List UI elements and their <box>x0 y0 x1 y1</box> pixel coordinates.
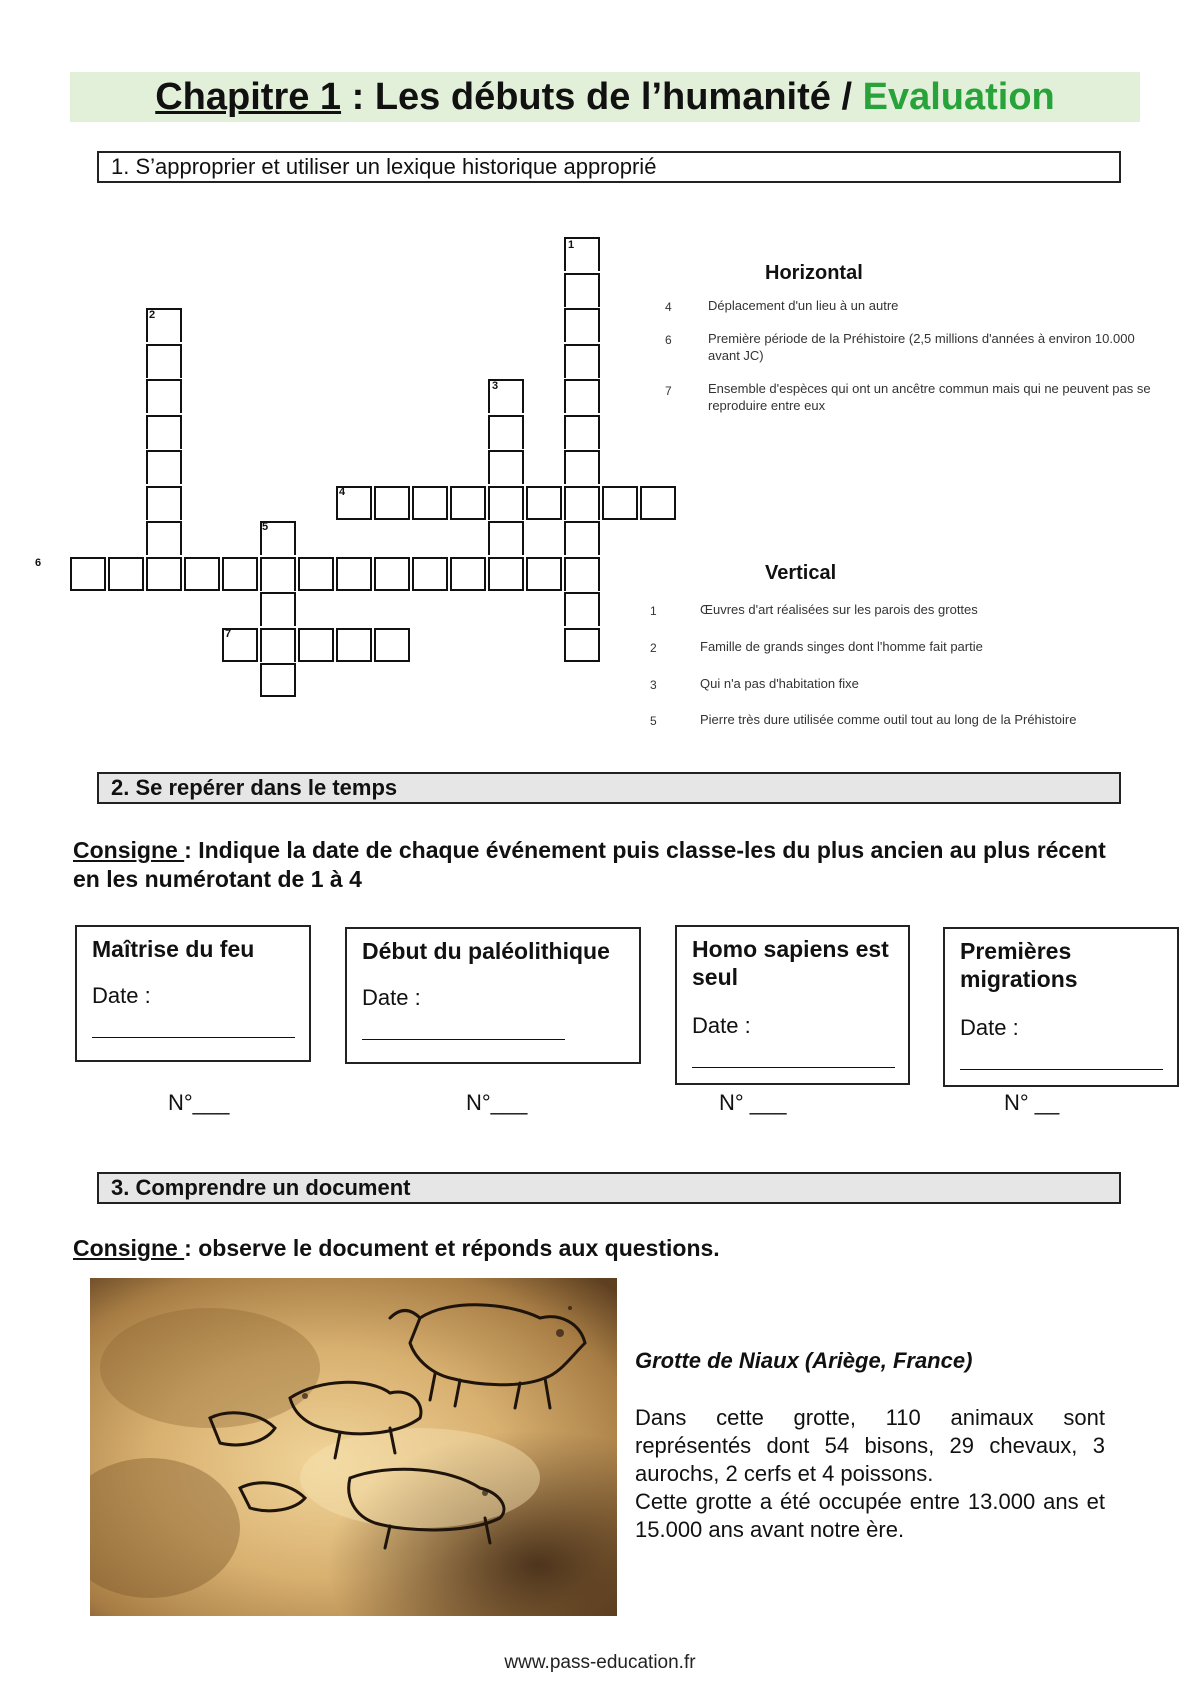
crossword-cell[interactable] <box>146 344 182 378</box>
event-box-homo-sapiens <box>675 925 910 1085</box>
title-rest: : Les débuts de l’humanité / <box>341 76 863 118</box>
section2-header: 2. Se repérer dans le temps <box>97 772 1121 804</box>
date-answer-line[interactable] <box>362 1039 565 1040</box>
vertical-clue-num: 2 <box>650 641 657 655</box>
crossword-cell[interactable] <box>374 486 410 520</box>
consigne-label: Consigne <box>73 1235 185 1261</box>
crossword-cell[interactable] <box>108 557 144 591</box>
crossword-cell[interactable] <box>146 308 182 342</box>
horizontal-clue-num: 7 <box>665 384 672 398</box>
crossword-cell[interactable] <box>260 592 296 626</box>
crossword-cell[interactable] <box>488 557 524 591</box>
vertical-clue-num: 5 <box>650 714 657 728</box>
vertical-heading: Vertical <box>765 562 837 584</box>
crossword-cell[interactable] <box>564 592 600 626</box>
crossword <box>0 0 1200 760</box>
crossword-cell[interactable] <box>526 486 562 520</box>
crossword-cell[interactable] <box>336 557 372 591</box>
crossword-cell[interactable] <box>298 557 334 591</box>
event-order-number[interactable]: N°___ <box>466 1090 528 1115</box>
crossword-cell[interactable] <box>146 415 182 449</box>
crossword-cell[interactable] <box>260 628 296 662</box>
crossword-cell[interactable] <box>260 557 296 591</box>
event-title: Maîtrise du feu <box>92 936 255 962</box>
crossword-cell[interactable] <box>336 486 372 520</box>
cave-painting-image <box>90 1278 617 1616</box>
crossword-number-1: 1 <box>568 239 575 251</box>
crossword-cell[interactable] <box>70 557 106 591</box>
crossword-cell[interactable] <box>488 415 524 449</box>
event-title: Homo sapiens est seul <box>692 936 889 990</box>
crossword-cell[interactable] <box>640 486 676 520</box>
section3-header: 3. Comprendre un document <box>97 1172 1121 1204</box>
vertical-clue: Pierre très dure utilisée comme outil tout au long de la Préhistoire <box>700 712 1077 727</box>
document-title: Grotte de Niaux (Ariège, France) <box>635 1348 973 1373</box>
document-paragraph: Dans cette grotte, 110 animaux sont représentés dont 54 bisons, 29 chevaux, 3 aurochs, 2 cerfs et 4 poissons. <box>635 1405 1105 1486</box>
crossword-cell[interactable] <box>146 379 182 413</box>
crossword-cell[interactable] <box>564 557 600 591</box>
crossword-number-7: 7 <box>225 628 232 640</box>
vertical-clue-num: 3 <box>650 678 657 692</box>
date-answer-line[interactable] <box>692 1067 895 1068</box>
event-order-number[interactable]: N°___ <box>168 1090 230 1115</box>
date-answer-line[interactable] <box>92 1037 295 1038</box>
crossword-cell[interactable] <box>222 557 258 591</box>
event-box-migrations <box>943 927 1179 1087</box>
horizontal-clue: Déplacement d'un lieu à un autre <box>708 298 899 313</box>
vertical-clue-num: 1 <box>650 604 657 618</box>
crossword-cell[interactable] <box>488 450 524 484</box>
crossword-cell[interactable] <box>374 557 410 591</box>
crossword-cell[interactable] <box>564 450 600 484</box>
crossword-cell[interactable] <box>488 379 524 413</box>
crossword-cell[interactable] <box>564 415 600 449</box>
document-paragraph: Cette grotte a été occupée entre 13.000 ans et 15.000 ans avant notre ère. <box>635 1489 1105 1542</box>
event-date-label: Date : <box>92 983 151 1008</box>
horizontal-clue-num: 6 <box>665 333 672 347</box>
crossword-cell[interactable] <box>564 628 600 662</box>
crossword-cell[interactable] <box>146 450 182 484</box>
consigne-text: : Indique la date de chaque événement puis classe-les du plus ancien au plus récent en les numérotant de 1 à 4 <box>73 837 1106 892</box>
crossword-cell[interactable] <box>450 557 486 591</box>
vertical-clue: Qui n'a pas d'habitation fixe <box>700 676 859 691</box>
crossword-cell[interactable] <box>146 521 182 555</box>
crossword-cell[interactable] <box>412 557 448 591</box>
crossword-cell[interactable] <box>260 521 296 555</box>
event-box-paleolithique <box>345 927 641 1064</box>
event-box-feu <box>75 925 311 1062</box>
section1-header: 1. S’approprier et utiliser un lexique historique approprié <box>97 151 1121 183</box>
consigne-text: : observe le document et réponds aux questions. <box>184 1235 720 1261</box>
event-order-number[interactable]: N° ___ <box>719 1090 787 1115</box>
horizontal-heading: Horizontal <box>765 262 863 284</box>
crossword-number-4: 4 <box>339 486 346 498</box>
event-title: Début du paléolithique <box>362 938 610 964</box>
crossword-cell[interactable] <box>602 486 638 520</box>
crossword-cell[interactable] <box>564 379 600 413</box>
horizontal-clue: Première période de la Préhistoire (2,5 millions d'années à environ 10.000 avant JC) <box>708 331 1135 363</box>
title-chapter: Chapitre 1 <box>155 76 342 118</box>
crossword-cell[interactable] <box>260 663 296 697</box>
crossword-cell[interactable] <box>146 557 182 591</box>
section2-consigne <box>73 836 1133 894</box>
crossword-number-6: 6 <box>35 557 42 569</box>
crossword-cell[interactable] <box>564 237 600 271</box>
crossword-cell[interactable] <box>564 344 600 378</box>
crossword-cell[interactable] <box>488 486 524 520</box>
crossword-cell[interactable] <box>412 486 448 520</box>
crossword-cell[interactable] <box>374 628 410 662</box>
crossword-cell[interactable] <box>184 557 220 591</box>
crossword-cell[interactable] <box>336 628 372 662</box>
crossword-cell[interactable] <box>564 273 600 307</box>
title-evaluation: Evaluation <box>862 76 1055 118</box>
crossword-cell[interactable] <box>564 308 600 342</box>
vertical-clue: Famille de grands singes dont l'homme fait partie <box>700 639 983 654</box>
crossword-cell[interactable] <box>298 628 334 662</box>
horizontal-clue-num: 4 <box>665 300 672 314</box>
event-title: Premières migrations <box>960 938 1078 992</box>
crossword-cell[interactable] <box>526 557 562 591</box>
crossword-number-3: 3 <box>492 380 499 392</box>
crossword-cell[interactable] <box>564 486 600 520</box>
crossword-cell[interactable] <box>564 521 600 555</box>
horizontal-clue: Ensemble d'espèces qui ont un ancêtre commun mais qui ne peuvent pas se reproduire entre eux <box>708 381 1151 413</box>
event-order-number[interactable]: N° __ <box>1004 1090 1060 1115</box>
crossword-cell[interactable] <box>450 486 486 520</box>
event-date-label: Date : <box>362 985 421 1010</box>
consigne-label: Consigne <box>73 837 185 863</box>
crossword-cell[interactable] <box>146 486 182 520</box>
footer-url: www.pass-education.fr <box>504 1652 696 1673</box>
vertical-clue: Œuvres d'art réalisées sur les parois des grottes <box>700 602 978 617</box>
crossword-number-5: 5 <box>262 521 269 533</box>
crossword-cell[interactable] <box>222 628 258 662</box>
crossword-cell[interactable] <box>488 521 524 555</box>
event-date-label: Date : <box>692 1013 751 1038</box>
date-answer-line[interactable] <box>960 1069 1163 1070</box>
crossword-number-2: 2 <box>149 309 156 321</box>
event-date-label: Date : <box>960 1015 1019 1040</box>
section3-consigne <box>73 1234 1133 1263</box>
